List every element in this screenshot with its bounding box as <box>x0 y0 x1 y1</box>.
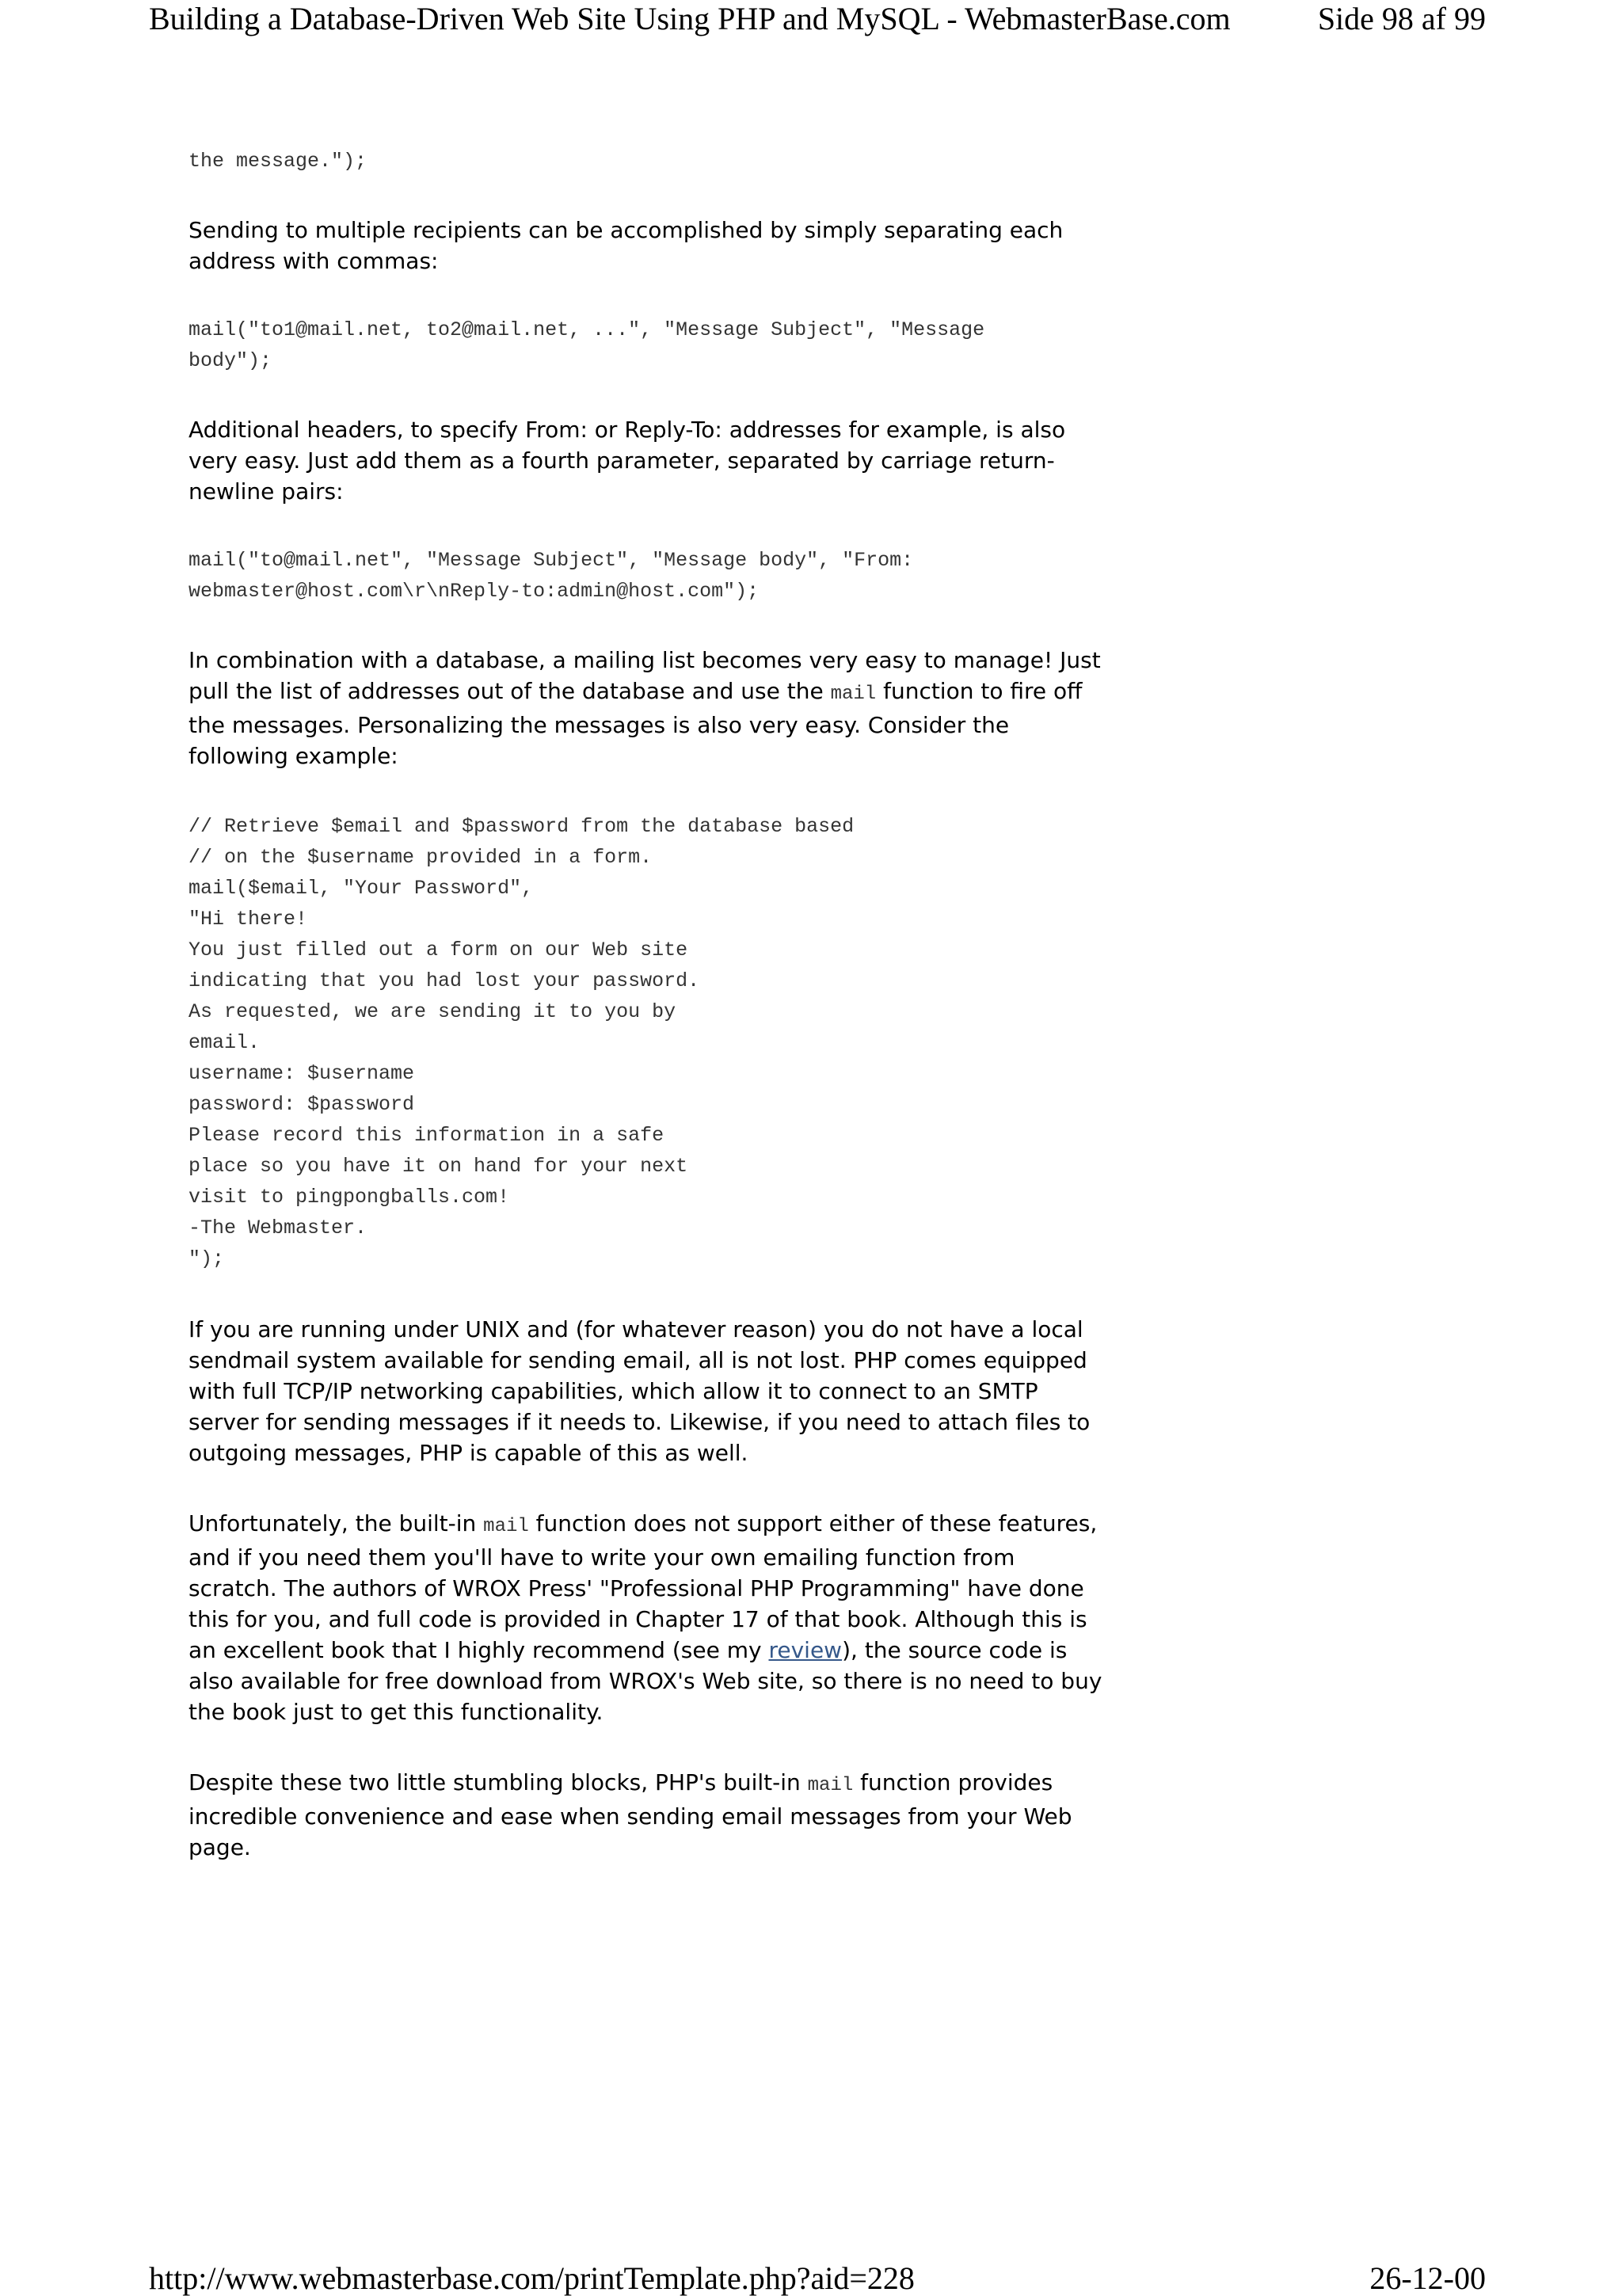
paragraph-additional-headers <box>188 414 1123 507</box>
paragraph-text: If you are running under UNIX and (for whatever reason) you do not have a local sendmail system available for sending email, all is not lost. PHP comes equipped with full TCP/IP networking capabilities, which allow it to connect to an SMTP server for sending messages if it needs to. Likewise, if you need to attach files to outgoing messages, PHP is capable of this as well. <box>188 1316 1091 1466</box>
article-body <box>188 146 1123 1863</box>
code-snippet-password-example: // Retrieve $email and $password from the database based // on the $username provided in a form. mail($email, "Your Password", "Hi there! You just filled out a form on our Web site indicating that you had lost your password. As requested, we are sending it to you by email. username: $username password: $password Please record this information in a safe place so you have it on hand for your next visit to pingpongballs.com! -The Webmaster. "); <box>188 815 855 1270</box>
paragraph-text: In combination with a database, a mailing list becomes very easy to manage! Just pull the list of addresses out of the database and use the <box>188 647 1101 704</box>
paragraph-conclusion <box>188 1767 1123 1863</box>
paragraph-text: Unfortunately, the built-in <box>188 1510 484 1536</box>
print-date: 26-12-00 <box>1369 2260 1486 2296</box>
inline-code-mail: mail <box>807 1775 854 1796</box>
document-title: Building a Database-Driven Web Site Using PHP and MySQL - WebmasterBase.com <box>149 1 1231 36</box>
paragraph-text: function does not support either of these features, and if you need them you'll have to write your own emailing function from scratch. The authors of WROX Press' "Professional PHP Programming" have done this for you, and full code is provided in Chapter 17 of that book. Although this is an excellent book that I highly recommend (see my <box>188 1510 1098 1663</box>
page-footer <box>149 2262 1486 2295</box>
paragraph-text: Sending to multiple recipients can be accomplished by simply separating each address with commas: <box>188 217 1064 274</box>
paragraph-unix-sendmail <box>188 1314 1123 1468</box>
paragraph-text: ), the source code is also available for free download from WROX's Web site, so there is no need to buy the book just to get this functionality. <box>188 1637 1102 1725</box>
paragraph-built-in-limitations <box>188 1508 1123 1727</box>
paragraph-text: Despite these two little stumbling blocks, PHP's built-in <box>188 1769 808 1795</box>
code-snippet-headers: mail("to@mail.net", "Message Subject", "Message body", "From: webmaster@host.com\r\nReply-to:admin@host.com"); <box>188 549 914 603</box>
paragraph-mailing-list <box>188 645 1123 771</box>
page-number: Side 98 af 99 <box>1317 1 1486 36</box>
inline-code-mail: mail <box>483 1516 529 1537</box>
paragraph-text: function to fire off the messages. Personalizing the messages is also very easy. Consider the following example: <box>188 678 1083 769</box>
paragraph-multiple-recipients <box>188 215 1123 276</box>
page-header <box>149 0 1486 40</box>
code-snippet-multiple-recipients: mail("to1@mail.net, to2@mail.net, ...", "Message Subject", "Message body"); <box>188 318 985 372</box>
code-snippet-message-end: the message."); <box>188 150 367 173</box>
source-url: http://www.webmasterbase.com/printTemplate.php?aid=228 <box>149 2260 915 2296</box>
review-link[interactable]: review <box>768 1637 843 1663</box>
inline-code-mail: mail <box>830 683 877 705</box>
paragraph-text: Additional headers, to specify From: or Reply-To: addresses for example, is also very easy. Just add them as a fourth parameter, separated by carriage return- newline pairs: <box>188 417 1066 505</box>
paragraph-text: function provides incredible convenience and ease when sending email messages from your Web page. <box>188 1769 1072 1860</box>
